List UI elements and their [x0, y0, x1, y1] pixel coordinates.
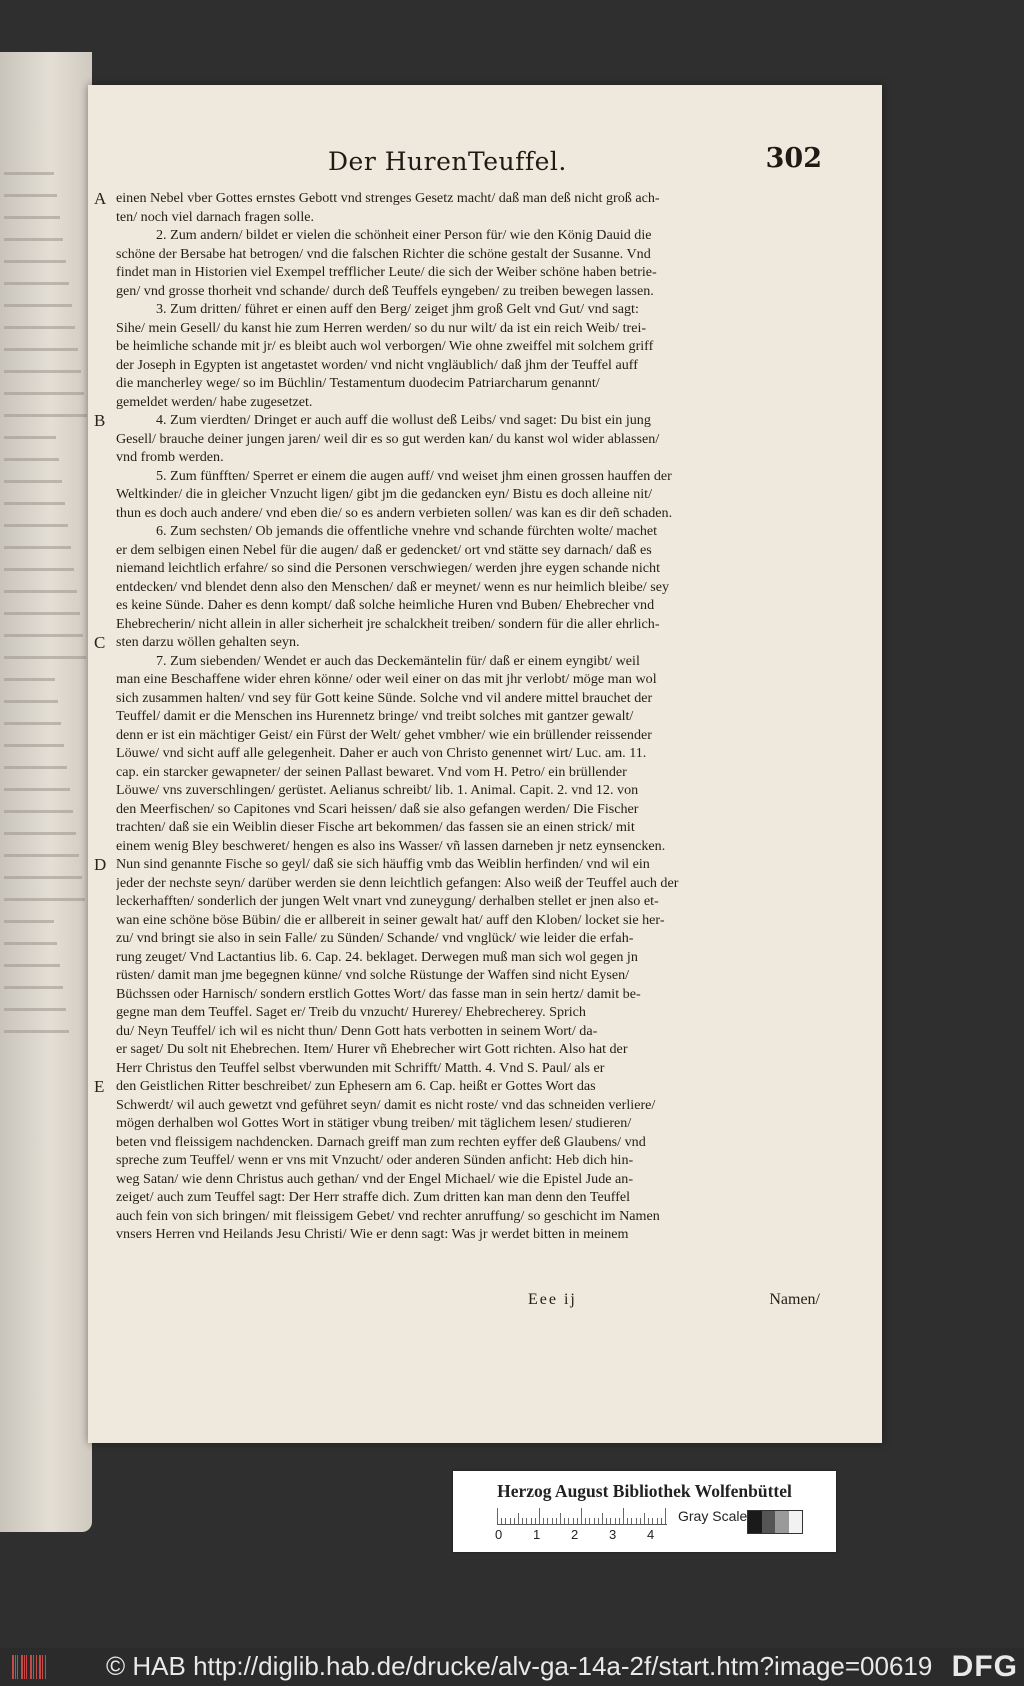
text-line: er dem selbigen einen Nebel für die augen/ daß er gedencket/ ort vnd stätte sey darnach/ daß es	[116, 541, 652, 558]
text-line: 5. Zum fünfften/ Sperret er einem die augen auff/ vnd weiset jhm einen grossen hauffen der	[156, 467, 672, 484]
text-line: einem wenig Bley beschweret/ hengen es also ins Wasser/ vñ lassen darneben jr netz eynsencken.	[116, 837, 666, 854]
ruler-tick	[518, 1513, 519, 1524]
page-footer	[88, 1291, 882, 1315]
ruler-tick	[623, 1508, 624, 1524]
footer-bar	[0, 1648, 1024, 1686]
ruler-number: 3	[609, 1527, 617, 1542]
text-line: thun es doch auch andere/ vnd eben die/ so es andern verbieten sollen/ was kan es dir deñ schaden.	[116, 504, 673, 521]
ruler-tick	[522, 1518, 523, 1524]
bleed-through-mark	[4, 722, 61, 725]
text-line: weg Satan/ wie denn Christus auch gethan/ vnd der Engel Michael/ wie die Epistel Jude an-	[116, 1170, 634, 1187]
barcode-bar	[42, 1655, 43, 1679]
ruler-tick	[589, 1518, 590, 1524]
bleed-through-mark	[4, 546, 71, 549]
ruler-tick	[610, 1518, 611, 1524]
copyright-url: © HAB http://diglib.hab.de/drucke/alv-ga-14a-2f/start.htm?image=00619	[106, 1651, 933, 1681]
barcode-bar	[24, 1655, 25, 1679]
ruler-tick	[594, 1518, 595, 1524]
text-line: Nun sind genannte Fische so geyl/ daß sie sich häuffig vmb das Weiblin herfinden/ vnd wil ein	[116, 856, 650, 872]
text-line: trachten/ daß sie ein Weiblin dieser Fische art bekommen/ das fassen sie an einen strick/ mit	[116, 819, 635, 835]
bleed-through-mark	[4, 304, 72, 307]
bleed-through-mark	[4, 964, 60, 967]
body-text	[116, 189, 848, 1244]
barcode-bar	[45, 1655, 46, 1679]
ruler-tick	[657, 1518, 658, 1524]
gray-scale-swatches	[747, 1510, 803, 1534]
ruler-tick	[602, 1513, 603, 1524]
text-line: Ehebrecherin/ nicht allein in aller sicherheit jre schalckheit treiben/ sondern für die aller ehrlich-	[116, 615, 660, 632]
bleed-through-mark	[4, 898, 85, 901]
margin-letter-e: E	[94, 1077, 105, 1096]
text-line: Löuwe/ vns zuverschlingen/ gerüstet. Aelianus schreibt/ lib. 1. Animal. Capit. 2. vnd 12. von	[116, 782, 639, 798]
text-line: gegne man dem Teuffel. Saget er/ Treib du vnzucht/ Hurerey/ Ehebrecherey. Sprich	[116, 1004, 586, 1020]
bleed-through-mark	[4, 1030, 69, 1033]
ruler-tick	[560, 1513, 561, 1524]
text-line: Gesell/ brauche deiner jungen jaren/ weil dir es so gut werden kan/ du kanst wol wider ablassen/	[116, 430, 660, 447]
bleed-through-mark	[4, 678, 55, 681]
gray-swatch	[748, 1511, 762, 1533]
ruler-tick	[619, 1518, 620, 1524]
bleed-through-mark	[4, 876, 82, 879]
ruler-tick	[510, 1518, 511, 1524]
text-line: der Joseph in Egypten ist angetastet worden/ vnd nicht vngläublich/ daß jhm der Teuffel auff	[116, 356, 638, 373]
bleed-through-mark	[4, 612, 80, 615]
book-page	[88, 85, 882, 1443]
ruler-tick	[568, 1518, 569, 1524]
barcode-bar	[39, 1655, 41, 1679]
text-line: entdecken/ vnd blendet denn also den Menschen/ daß er meynet/ wenn es nur heimlich bleibe/ sey	[116, 578, 670, 595]
text-line: 2. Zum andern/ bildet er vielen die schönheit einer Person für/ wie den König Dauid die	[156, 227, 652, 243]
ruler-tick	[627, 1518, 628, 1524]
text-line: be heimliche schande mit jr/ es bleibt auch wol verborgen/ Wie ohne zweiffel mit solchem griff	[116, 338, 654, 354]
text-line: gemeldet werden/ habe zugesetzet.	[116, 393, 313, 410]
text-line: spreche zum Teuffel/ wenn er vns mit Vnzucht/ oder anderen Sünden anficht: Heb dich hin-	[116, 1152, 634, 1168]
text-line: mögen derhalben wol Gottes Wort in stätiger vbung treiben/ mit täglichem lesen/ studieren/	[116, 1115, 632, 1131]
barcode-bar	[17, 1655, 18, 1679]
ruler-tick	[581, 1508, 582, 1524]
text-line: beten vnd fleissigem nachdencken. Darnach greiff man zum rechten eyffer deß Glaubens/ vnd	[116, 1133, 646, 1150]
margin-letter-a: A	[94, 189, 107, 208]
bleed-through-mark	[4, 986, 63, 989]
bleed-through-mark	[4, 788, 70, 791]
bleed-through-mark	[4, 568, 74, 571]
text-line: 6. Zum sechsten/ Ob jemands die offentliche vnehre vnd schande fürchten wolte/ machet	[156, 523, 658, 539]
text-line: Sihe/ mein Gesell/ du kanst hie zum Herren werden/ so du nur wilt/ da ist ein reich Weib/ trei-	[116, 319, 647, 336]
ruler-tick	[648, 1518, 649, 1524]
text-line: jeder der nechste seyn/ darüber werden sie denn leichtlich gefangen: Also weiß der Teuffel auch der	[116, 874, 679, 891]
color-calibration-card	[453, 1471, 836, 1552]
gray-scale-label: Gray Scale	[678, 1508, 748, 1524]
text-line: den Meerfischen/ so Capitones vnd Scari heissen/ daß sie also gefangen werden/ Die Fischer	[116, 800, 639, 817]
bleed-through-mark	[4, 766, 67, 769]
page-number: 302	[765, 143, 822, 174]
text-line: Teuffel/ damit er die Menschen ins Hurennetz bringe/ vnd treibt solches mit gantzer gewalt/	[116, 708, 634, 724]
text-line: auch fein von sich bringen/ mit fleissigem Gebet/ vnd rechter anruffung/ so geschicht im Namen	[116, 1207, 660, 1224]
gray-swatch	[775, 1511, 789, 1533]
ruler-tick	[505, 1518, 506, 1524]
text-line: zeiget/ auch zum Teuffel sagt: Der Herr straffe dich. Zum dritten kan man denn den Teuffel	[116, 1189, 631, 1205]
ruler-number: 4	[647, 1527, 655, 1542]
text-line: denn er ist ein mächtiger Geist/ ein Fürst der Welt/ gehet vmbher/ wie ein brüllender reissender	[116, 726, 652, 743]
ruler-tick	[636, 1518, 637, 1524]
bleed-through-mark	[4, 194, 57, 197]
text-line: zu/ vnd bringt sie also in sein Falle/ zu Sünden/ Schande/ vnd vnglück/ wie leider die erfah-	[116, 930, 634, 946]
bleed-through-mark	[4, 590, 77, 593]
ruler-tick	[585, 1518, 586, 1524]
gray-swatch	[789, 1511, 803, 1533]
bleed-through-mark	[4, 458, 59, 461]
library-name: Herzog August Bibliothek Wolfenbüttel	[497, 1481, 792, 1501]
ruler-tick	[615, 1518, 616, 1524]
ruler-tick	[652, 1518, 653, 1524]
bleed-through-mark	[4, 392, 84, 395]
ruler-tick	[531, 1518, 532, 1524]
ruler-tick	[535, 1518, 536, 1524]
text-line: den Geistlichen Ritter beschreibet/ zun Ephesern am 6. Cap. heißt er Gottes Wort das	[116, 1078, 596, 1094]
ruler-tick	[556, 1518, 557, 1524]
bleed-through-mark	[4, 370, 81, 373]
dfg-logo: DFG	[951, 1650, 1018, 1683]
text-line: 7. Zum siebenden/ Wendet er auch das Deckemäntelin für/ daß er einem eyngibt/ weil	[156, 652, 640, 669]
text-line: es keine Sünde. Daher es denn kompt/ daß solche heimliche Huren vnd Buben/ Ehebrecher vnd	[116, 597, 655, 613]
bleed-through-mark	[4, 942, 57, 945]
running-head	[88, 143, 882, 187]
ruler-tick	[644, 1513, 645, 1524]
ruler-tick	[501, 1518, 502, 1524]
margin-letter-d: D	[94, 855, 107, 874]
ruler-tick	[577, 1518, 578, 1524]
ruler-tick	[497, 1508, 498, 1524]
bleed-through-mark	[4, 326, 75, 329]
margin-letter-c: C	[94, 633, 106, 652]
text-line: die mancherley wege/ so im Büchlin/ Testamentum duodecim Patriarcharum genannt/	[116, 375, 600, 391]
bleed-through-mark	[4, 216, 60, 219]
text-line: einen Nebel vber Gottes ernstes Gebott vnd strenges Gesetz macht/ daß man deß nicht groß ach-	[116, 190, 660, 206]
ruler-tick	[631, 1518, 632, 1524]
barcode-bar	[33, 1655, 34, 1679]
ruler-tick	[539, 1508, 540, 1524]
text-line: Weltkinder/ die in gleicher Vnzucht ligen/ gibt jm die gedancken eyn/ Bistu es doch alleine nit/	[116, 486, 652, 502]
text-line: Büchssen oder Harnisch/ sondern erstlich Gottes Wort/ das fasse man in sein hertz/ damit be-	[116, 985, 641, 1002]
ruler-number: 1	[533, 1527, 541, 1542]
running-title: Der HurenTeuffel.	[328, 147, 567, 176]
text-line: gen/ vnd grosse thorheit vnd schande/ durch deß Teuffels eyngeben/ zu treiben bewegen lassen.	[116, 282, 654, 299]
bleed-through-mark	[4, 656, 86, 659]
bleed-through-mark	[4, 524, 68, 527]
barcode-bar	[26, 1655, 27, 1679]
bleed-through-mark	[4, 854, 79, 857]
text-line: vnsers Herren vnd Heilands Jesu Christi/ Wie er denn sagt: Was jr werdet bitten in meinem	[116, 1226, 629, 1242]
margin-letter-b: B	[94, 411, 106, 430]
gray-swatch	[762, 1511, 776, 1533]
text-line: man eine Beschaffene wider ehren könne/ oder weil einer on das mit jhr verlobt/ möge man wol	[116, 671, 657, 687]
ruler-tick	[543, 1518, 544, 1524]
text-line: sich zusammen halten/ vnd sey für Gott keine Sünde. Solche vnd vil andere mittel brauchet der	[116, 689, 653, 706]
text-line: Löuwe/ vnd sicht auff alle gelegenheit. Daher er auch von Christo genennet wirt/ Luc. am. 11.	[116, 745, 647, 761]
signature-mark: Eee ij	[528, 1291, 577, 1308]
text-line: cap. ein starcker gewapneter/ der seinen Pallast bewaret. Vnd vom H. Petro/ ein brüllender	[116, 763, 627, 780]
ruler-tick	[564, 1518, 565, 1524]
barcode-bar	[15, 1655, 16, 1679]
text-line: er saget/ Du solt nit Ehebrechen. Item/ Hurer vñ Ehebrecher wirt Gott richten. Also hat der	[116, 1041, 628, 1057]
scale-ruler	[497, 1506, 667, 1525]
text-line: leckerhafften/ sonderlich der jungen Welt vnart vnd zuneygung/ derhalben stellet er jnen also et-	[116, 893, 659, 909]
bleed-through-mark	[4, 810, 73, 813]
bleed-through-mark	[4, 480, 62, 483]
barcode-bar	[30, 1655, 32, 1679]
text-line: findet man in Historien viel Exempel trefflicher Leute/ die sich der Weiber schöne haben betrie-	[116, 264, 657, 280]
ruler-tick	[606, 1518, 607, 1524]
ruler-tick	[665, 1508, 666, 1524]
barcode-bar	[36, 1655, 37, 1679]
bleed-through-mark	[4, 348, 78, 351]
bleed-through-mark	[4, 634, 83, 637]
barcode-icon	[12, 1655, 48, 1679]
ruler-tick	[573, 1518, 574, 1524]
barcode-bar	[12, 1655, 14, 1679]
bleed-through-mark	[4, 832, 76, 835]
ruler-tick	[552, 1518, 553, 1524]
text-line: vnd fromb werden.	[116, 449, 224, 465]
bleed-through-mark	[4, 700, 58, 703]
text-line: du/ Neyn Teuffel/ ich wil es nicht thun/ Denn Gott hats verbotten in seinem Wort/ da-	[116, 1022, 598, 1039]
facing-page-edge	[0, 52, 92, 1532]
ruler-number: 2	[571, 1527, 579, 1542]
text-line: 4. Zum vierdten/ Dringet er auch auff die wollust deß Leibs/ vnd saget: Du bist ein jung	[156, 412, 651, 428]
ruler-tick	[526, 1518, 527, 1524]
bleed-through-mark	[4, 920, 54, 923]
bleed-through-mark	[4, 238, 63, 241]
text-line: rung zeuget/ Vnd Lactantius lib. 6. Cap. 24. beklaget. Derwegen muß man sich wol gegen jn	[116, 948, 638, 965]
text-line: Schwerdt/ wil auch gewetzt vnd geführet seyn/ damit es nicht roste/ vnd das schneiden verliere/	[116, 1096, 656, 1113]
text-line: niemand leichtlich erfahre/ so sind die Personen verschwiegen/ werden jhre eygen schande nicht	[116, 560, 660, 576]
bleed-through-mark	[4, 172, 54, 175]
catchword: Namen/	[769, 1291, 820, 1308]
barcode-bar	[21, 1655, 23, 1679]
text-line: rüsten/ damit man jme begegnen künne/ vnd solche Rüstunge der Waffen sind nicht Eysen/	[116, 967, 630, 983]
ruler-tick	[598, 1518, 599, 1524]
text-line: sten darzu wöllen gehalten seyn.	[116, 634, 300, 650]
text-line: ten/ noch viel darnach fragen solle.	[116, 208, 315, 225]
text-line: wan eine schöne böse Bübin/ die er allbereit in seiner gewalt hat/ auff den Kloben/ locket sie her-	[116, 911, 665, 928]
ruler-tick	[547, 1518, 548, 1524]
bleed-through-mark	[4, 260, 66, 263]
bleed-through-mark	[4, 282, 69, 285]
text-line: schöne der Bersabe hat betrogen/ vnd die falschen Richter die schöne gestalt der Susanne. Vnd	[116, 245, 651, 262]
ruler-tick	[640, 1518, 641, 1524]
ruler-tick	[514, 1518, 515, 1524]
text-line: 3. Zum dritten/ führet er einen auff den Berg/ zeiget jhm groß Gelt vnd Gut/ vnd sagt:	[156, 301, 639, 317]
bleed-through-mark	[4, 744, 64, 747]
ruler-number: 0	[495, 1527, 503, 1542]
ruler-tick	[661, 1518, 662, 1524]
bleed-through-mark	[4, 502, 65, 505]
bleed-through-mark	[4, 414, 87, 417]
bleed-through-mark	[4, 436, 56, 439]
text-line: Herr Christus den Teuffel selbst vberwunden mit Schrifft/ Matth. 4. Vnd S. Paul/ als er	[116, 1059, 605, 1076]
bleed-through-mark	[4, 1008, 66, 1011]
